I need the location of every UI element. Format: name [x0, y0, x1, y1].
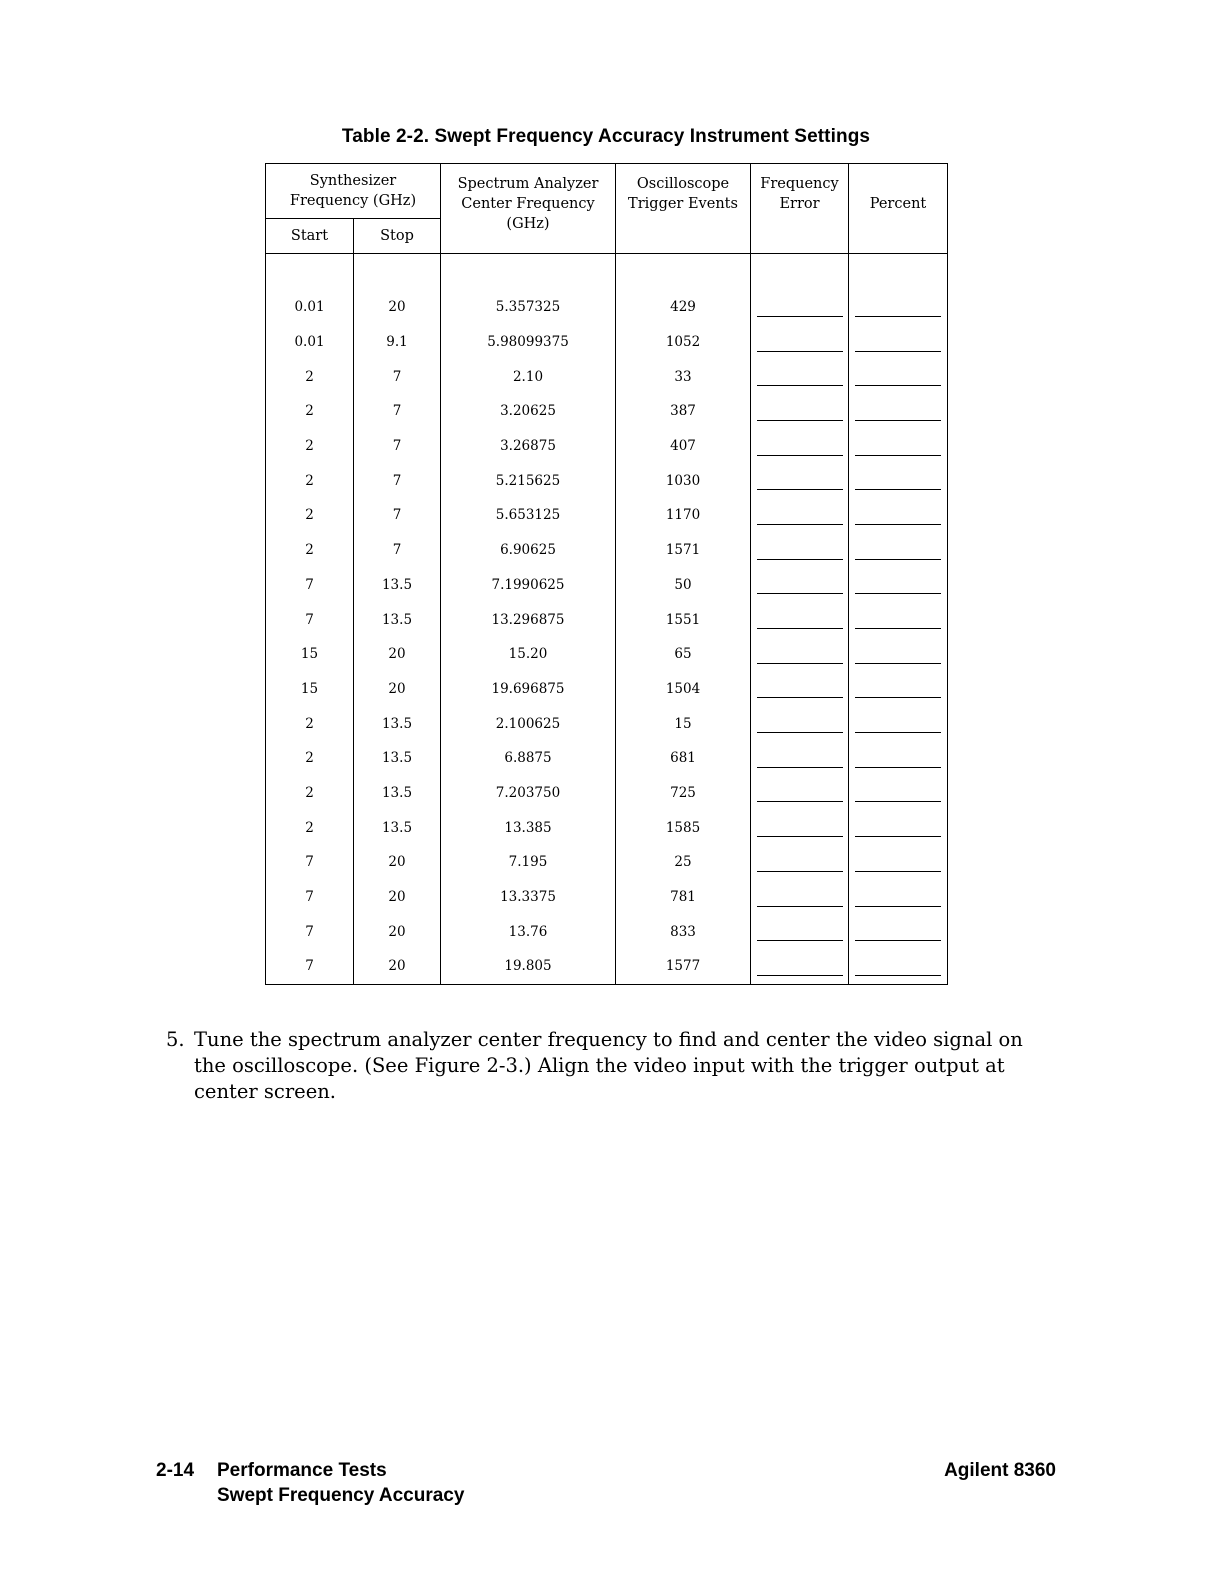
header-oscilloscope: [616, 164, 751, 254]
cell-trigger-events: 407: [616, 429, 751, 464]
cell-percent-blank: [849, 949, 948, 984]
fill-in-line: [855, 414, 941, 421]
cell-center-frequency: 7.1990625: [441, 568, 616, 603]
cell-percent-blank: [849, 359, 948, 394]
cell-percent-blank: [849, 776, 948, 811]
cell-frequency-error-blank: [751, 810, 849, 845]
table-row: [266, 290, 948, 325]
fill-in-line: [855, 900, 941, 907]
table-row: [266, 810, 948, 845]
fill-in-line: [855, 691, 941, 698]
cell-stop: 7: [354, 394, 441, 429]
fill-in-line: [757, 587, 843, 594]
fill-in-line: [855, 934, 941, 941]
cell-percent-blank: [849, 914, 948, 949]
table-body: [266, 254, 948, 985]
table-row: [266, 637, 948, 672]
cell-percent-blank: [849, 845, 948, 880]
instrument-settings-table: [265, 163, 948, 985]
header-synthesizer-frequency: [266, 164, 441, 219]
table-spacer-row: [266, 254, 948, 291]
fill-in-line: [855, 379, 941, 386]
cell-start: 2: [266, 706, 354, 741]
cell-percent-blank: [849, 741, 948, 776]
table-row: [266, 914, 948, 949]
cell-stop: 20: [354, 845, 441, 880]
cell-percent-blank: [849, 429, 948, 464]
cell-start: 2: [266, 776, 354, 811]
header-spectrum-line1: Spectrum Analyzer: [457, 176, 599, 192]
cell-center-frequency: 3.26875: [441, 429, 616, 464]
cell-start: 7: [266, 602, 354, 637]
header-oscilloscope-line2: Trigger Events: [628, 196, 738, 212]
cell-frequency-error-blank: [751, 776, 849, 811]
cell-percent-blank: [849, 880, 948, 915]
cell-start: 2: [266, 463, 354, 498]
fill-in-line: [855, 830, 941, 837]
cell-center-frequency: 2.100625: [441, 706, 616, 741]
cell-stop: 7: [354, 463, 441, 498]
cell-percent-blank: [849, 290, 948, 325]
cell-trigger-events: 429: [616, 290, 751, 325]
cell-frequency-error-blank: [751, 880, 849, 915]
cell-percent-blank: [849, 394, 948, 429]
fill-in-line: [757, 969, 843, 976]
cell-stop: 20: [354, 914, 441, 949]
header-spectrum-analyzer: [441, 164, 616, 254]
fill-in-line: [757, 830, 843, 837]
cell-trigger-events: 33: [616, 359, 751, 394]
cell-percent-blank: [849, 810, 948, 845]
cell-stop: 20: [354, 637, 441, 672]
footer-subsection: Swept Frequency Accuracy: [217, 1485, 465, 1506]
cell-trigger-events: 50: [616, 568, 751, 603]
cell-trigger-events: 681: [616, 741, 751, 776]
header-spectrum-line2: Center Frequency: [461, 196, 595, 212]
fill-in-line: [757, 622, 843, 629]
cell-center-frequency: 5.357325: [441, 290, 616, 325]
table-row: [266, 533, 948, 568]
fill-in-line: [757, 345, 843, 352]
header-percent: Percent: [849, 164, 948, 254]
header-stop: Stop: [354, 219, 441, 254]
fill-in-line: [757, 553, 843, 560]
header-synthesizer-line1: Synthesizer: [309, 173, 397, 189]
fill-in-line: [757, 900, 843, 907]
fill-in-line: [855, 518, 941, 525]
fill-in-line: [855, 795, 941, 802]
cell-percent-blank: [849, 602, 948, 637]
fill-in-line: [757, 795, 843, 802]
cell-percent-blank: [849, 568, 948, 603]
fill-in-line: [855, 969, 941, 976]
cell-center-frequency: 5.215625: [441, 463, 616, 498]
fill-in-line: [855, 761, 941, 768]
cell-frequency-error-blank: [751, 568, 849, 603]
fill-in-line: [757, 379, 843, 386]
cell-center-frequency: 13.76: [441, 914, 616, 949]
fill-in-line: [855, 587, 941, 594]
header-freq-error-line1: Frequency: [760, 176, 839, 192]
cell-trigger-events: 1052: [616, 325, 751, 360]
table-row: [266, 359, 948, 394]
cell-frequency-error-blank: [751, 533, 849, 568]
table-row: [266, 880, 948, 915]
cell-center-frequency: 13.3375: [441, 880, 616, 915]
header-start: Start: [266, 219, 354, 254]
cell-percent-blank: [849, 706, 948, 741]
cell-stop: 13.5: [354, 741, 441, 776]
cell-start: 2: [266, 394, 354, 429]
procedure-step-5: [166, 1027, 1036, 1105]
cell-stop: 13.5: [354, 776, 441, 811]
cell-frequency-error-blank: [751, 741, 849, 776]
cell-center-frequency: 19.805: [441, 949, 616, 984]
fill-in-line: [757, 483, 843, 490]
cell-trigger-events: 833: [616, 914, 751, 949]
cell-stop: 20: [354, 949, 441, 984]
cell-stop: 13.5: [354, 568, 441, 603]
cell-center-frequency: 13.296875: [441, 602, 616, 637]
cell-stop: 7: [354, 429, 441, 464]
header-synthesizer-line2: Frequency (GHz): [289, 193, 417, 209]
cell-frequency-error-blank: [751, 706, 849, 741]
fill-in-line: [757, 934, 843, 941]
table-title: Table 2-2. Swept Frequency Accuracy Instrument Settings: [341, 126, 871, 147]
fill-in-line: [757, 414, 843, 421]
cell-percent-blank: [849, 672, 948, 707]
fill-in-line: [757, 691, 843, 698]
cell-stop: 13.5: [354, 810, 441, 845]
fill-in-line: [757, 865, 843, 872]
footer-left: [156, 1458, 464, 1508]
cell-start: 7: [266, 880, 354, 915]
cell-percent-blank: [849, 498, 948, 533]
cell-frequency-error-blank: [751, 845, 849, 880]
cell-start: 2: [266, 359, 354, 394]
cell-stop: 20: [354, 880, 441, 915]
cell-frequency-error-blank: [751, 637, 849, 672]
fill-in-line: [855, 865, 941, 872]
step-number: 5.: [166, 1028, 185, 1051]
cell-center-frequency: 7.203750: [441, 776, 616, 811]
fill-in-line: [855, 483, 941, 490]
footer-product: Agilent 8360: [944, 1460, 1056, 1481]
cell-trigger-events: 1577: [616, 949, 751, 984]
table-row: [266, 463, 948, 498]
cell-center-frequency: 7.195: [441, 845, 616, 880]
fill-in-line: [855, 622, 941, 629]
cell-trigger-events: 25: [616, 845, 751, 880]
cell-start: 7: [266, 949, 354, 984]
cell-stop: 7: [354, 533, 441, 568]
table-row: [266, 706, 948, 741]
page-number: 2-14: [156, 1460, 195, 1481]
table-row: [266, 776, 948, 811]
cell-trigger-events: 1571: [616, 533, 751, 568]
table-row: [266, 602, 948, 637]
cell-percent-blank: [849, 637, 948, 672]
fill-in-line: [757, 518, 843, 525]
cell-start: 15: [266, 637, 354, 672]
cell-stop: 20: [354, 290, 441, 325]
table-row: [266, 845, 948, 880]
cell-percent-blank: [849, 463, 948, 498]
cell-frequency-error-blank: [751, 394, 849, 429]
fill-in-line: [855, 553, 941, 560]
cell-frequency-error-blank: [751, 463, 849, 498]
cell-frequency-error-blank: [751, 290, 849, 325]
cell-center-frequency: 15.20: [441, 637, 616, 672]
cell-trigger-events: 1504: [616, 672, 751, 707]
cell-frequency-error-blank: [751, 602, 849, 637]
cell-stop: 13.5: [354, 706, 441, 741]
fill-in-line: [855, 310, 941, 317]
header-spectrum-line3: (GHz): [506, 216, 550, 232]
cell-center-frequency: 5.653125: [441, 498, 616, 533]
cell-frequency-error-blank: [751, 429, 849, 464]
cell-center-frequency: 5.98099375: [441, 325, 616, 360]
cell-trigger-events: 1585: [616, 810, 751, 845]
cell-start: 2: [266, 498, 354, 533]
fill-in-line: [757, 657, 843, 664]
cell-start: 15: [266, 672, 354, 707]
cell-frequency-error-blank: [751, 672, 849, 707]
cell-percent-blank: [849, 533, 948, 568]
cell-start: 7: [266, 845, 354, 880]
fill-in-line: [757, 726, 843, 733]
cell-trigger-events: 781: [616, 880, 751, 915]
fill-in-line: [855, 657, 941, 664]
cell-start: 2: [266, 810, 354, 845]
cell-start: 0.01: [266, 290, 354, 325]
header-frequency-error: [751, 164, 849, 254]
cell-start: 0.01: [266, 325, 354, 360]
header-freq-error-line2: Error: [779, 196, 820, 212]
table-row: [266, 741, 948, 776]
cell-trigger-events: 725: [616, 776, 751, 811]
cell-frequency-error-blank: [751, 914, 849, 949]
cell-trigger-events: 1030: [616, 463, 751, 498]
cell-frequency-error-blank: [751, 325, 849, 360]
footer-section: Performance Tests: [217, 1460, 387, 1481]
cell-stop: 13.5: [354, 602, 441, 637]
cell-stop: 20: [354, 672, 441, 707]
table-row: [266, 325, 948, 360]
cell-start: 2: [266, 533, 354, 568]
cell-center-frequency: 6.90625: [441, 533, 616, 568]
cell-frequency-error-blank: [751, 498, 849, 533]
fill-in-line: [855, 726, 941, 733]
cell-stop: 9.1: [354, 325, 441, 360]
cell-stop: 7: [354, 498, 441, 533]
cell-percent-blank: [849, 325, 948, 360]
step-text: Tune the spectrum analyzer center frequency to find and center the video signal on the oscilloscope. (See Figure 2-3.) Align the video input with the trigger output at center screen.: [194, 1028, 1023, 1103]
cell-start: 2: [266, 429, 354, 464]
fill-in-line: [757, 761, 843, 768]
fill-in-line: [855, 449, 941, 456]
cell-center-frequency: 3.20625: [441, 394, 616, 429]
table-row: [266, 672, 948, 707]
table-row: [266, 498, 948, 533]
cell-frequency-error-blank: [751, 359, 849, 394]
cell-trigger-events: 1170: [616, 498, 751, 533]
header-oscilloscope-line1: Oscilloscope: [636, 176, 730, 192]
table-row: [266, 394, 948, 429]
cell-center-frequency: 6.8875: [441, 741, 616, 776]
cell-stop: 7: [354, 359, 441, 394]
cell-trigger-events: 387: [616, 394, 751, 429]
fill-in-line: [757, 310, 843, 317]
cell-trigger-events: 1551: [616, 602, 751, 637]
cell-center-frequency: 19.696875: [441, 672, 616, 707]
fill-in-line: [855, 345, 941, 352]
table-row: [266, 429, 948, 464]
cell-start: 7: [266, 914, 354, 949]
cell-trigger-events: 65: [616, 637, 751, 672]
cell-center-frequency: 13.385: [441, 810, 616, 845]
cell-frequency-error-blank: [751, 949, 849, 984]
fill-in-line: [757, 449, 843, 456]
table-row: [266, 949, 948, 984]
cell-center-frequency: 2.10: [441, 359, 616, 394]
cell-start: 7: [266, 568, 354, 603]
table-row: [266, 568, 948, 603]
cell-trigger-events: 15: [616, 706, 751, 741]
cell-start: 2: [266, 741, 354, 776]
